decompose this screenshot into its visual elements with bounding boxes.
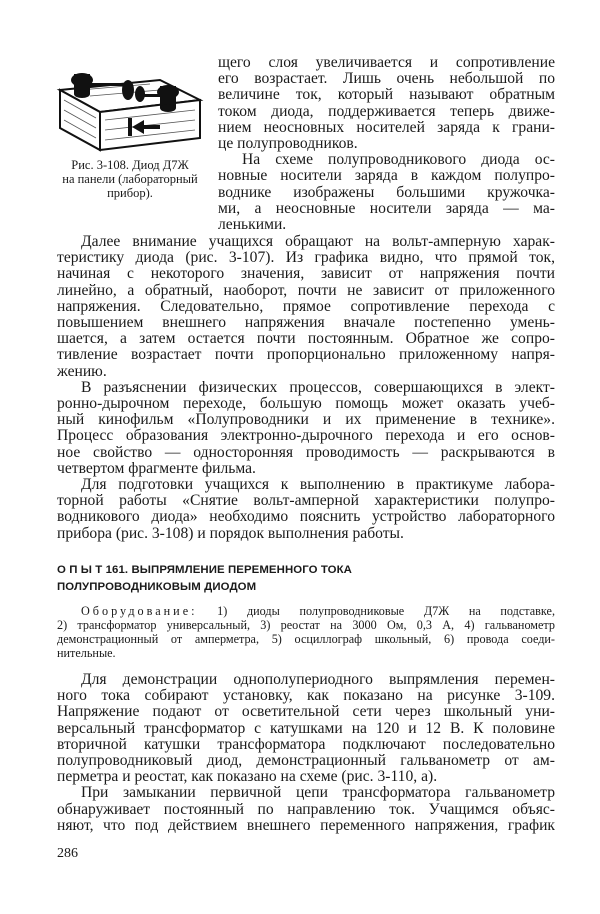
text-line: линейно, а обратный, наоборот, почти не зависит от приложенного <box>57 282 555 299</box>
caption-line: прибор). <box>107 186 153 200</box>
text-line: На схеме полупроводникового диода ос- <box>242 152 555 169</box>
caption-line: Рис. 3-108. Диод Д7Ж <box>71 158 189 172</box>
text-line: ми, а неосновные носители заряда — ма- <box>218 200 555 217</box>
text-line: его возрастает. Лишь очень небольшой по <box>218 71 555 88</box>
text-line: Процесс образования электронно-дырочного перехода и его основ- <box>57 428 555 445</box>
text-line: вторичной катушки трансформатора подключают последовательно <box>57 736 555 753</box>
section-heading <box>57 562 555 596</box>
caption-line: на панели (лабораторный <box>62 172 198 186</box>
text-line: няют, что под действием внешнего переменного напряжения, график <box>57 817 555 834</box>
body-text-section-1 <box>57 234 555 542</box>
heading-line-1: О П Ы Т 161. ВЫПРЯМЛЕНИЕ ПЕРЕМЕННОГО ТОКА <box>57 564 352 576</box>
figure-diode-on-panel <box>50 50 210 160</box>
equipment-line: 2) трансформатор универсальный, 3) реостат на 3000 Ом, 0,3 А, 4) гальванометр <box>57 618 555 632</box>
equipment-line: демонстрационный от амперметра, 5) осциллограф школьный, 6) провода соеди- <box>57 632 555 646</box>
heading-line-2: ПОЛУПРОВОДНИКОВЫМ ДИОДОМ <box>57 581 257 593</box>
text-line: начиная с некоторого значения, зависит от напряжения почти <box>57 266 555 283</box>
text-line: ного тока собирают установку, как показано на рисунке 3-109. <box>57 688 555 705</box>
text-line: ленькими. <box>218 217 287 234</box>
text-line: нием неосновных носителей заряда к грани- <box>218 119 555 136</box>
text-line: ронно-дырочном переходе, большую помощь может оказать учеб- <box>57 396 555 413</box>
text-line: величине ток, который называют обратным <box>218 87 555 104</box>
text-line: шается, а затем остается почти постоянным. Обратное же сопро- <box>57 331 555 348</box>
text-line: щего слоя увеличивается и сопротивление <box>218 55 555 71</box>
text-line: напряжения. Следовательно, прямое сопротивление перехода с <box>57 298 555 315</box>
text-line: четвертом фрагменте фильма. <box>57 460 256 477</box>
figure-caption <box>50 158 210 200</box>
equipment-text: 1) диоды полупроводниковые Д7Ж на подставке, <box>217 604 555 618</box>
body-text-section-2 <box>57 672 555 834</box>
text-line: прибора (рис. 3-108) и порядок выполнения работы. <box>57 525 404 542</box>
text-line: теристику диода (рис. 3-107). Из графика видно, что прямой ток, <box>57 250 555 267</box>
equipment-list <box>57 604 555 660</box>
text-line: тивление возрастает почти пропорционально приложенному напря- <box>57 347 555 364</box>
text-line: Далее внимание учащихся обращают на вольт-амперную харак- <box>81 234 555 250</box>
text-line: перметра и реостат, как показано на схеме (рис. 3-110, а). <box>57 769 438 786</box>
equipment-line <box>57 604 555 618</box>
text-line: током диода, поддерживается теперь движе- <box>218 103 555 120</box>
text-line: ное свойство — односторонняя проводимость — раскрываются в <box>57 444 555 461</box>
text-line: версальный трансформатор с катушками на 120 и 12 В. К половине <box>57 720 555 737</box>
text-line: Напряжение подают от осветительной сети через школьный уни- <box>57 704 555 721</box>
page-number: 286 <box>57 846 78 861</box>
text-line: водникового диода» необходимо пояснить устройство лабораторного <box>57 509 555 526</box>
text-line: ный кинофильм «Полупроводники и их применение в технике». <box>57 412 555 429</box>
text-line: При замыкании первичной цепи трансформатора гальванометр <box>81 785 555 802</box>
text-line: Для подготовки учащихся к выполнению в практикуме лабора- <box>81 477 555 494</box>
text-line: жению. <box>57 363 107 380</box>
text-line: повышением внешнего напряжения вначале постепенно умень- <box>57 315 555 332</box>
text-line: це полупроводников. <box>218 136 358 153</box>
text-line: воднике изображены большими кружочка- <box>218 184 555 201</box>
diode-panel-illustration <box>50 50 210 160</box>
text-line: обнаруживает постоянный по направлению ток. Учащимся объяс- <box>57 801 555 818</box>
text-line: торной работы «Снятие вольт-амперной характеристики полупро- <box>57 493 555 510</box>
text-line: полупроводниковый диод, демонстрационный гальванометр от ам- <box>57 753 555 770</box>
text-line: В разъяснении физических процессов, совершающихся в элект- <box>81 379 555 396</box>
right-column-text <box>218 55 555 233</box>
equipment-label: Оборудование: <box>81 604 198 618</box>
equipment-line: нительные. <box>57 646 116 660</box>
text-line: Для демонстрации однополупериодного выпрямления перемен- <box>81 672 555 688</box>
text-line: новные носители заряда в каждом полупро- <box>218 168 555 185</box>
